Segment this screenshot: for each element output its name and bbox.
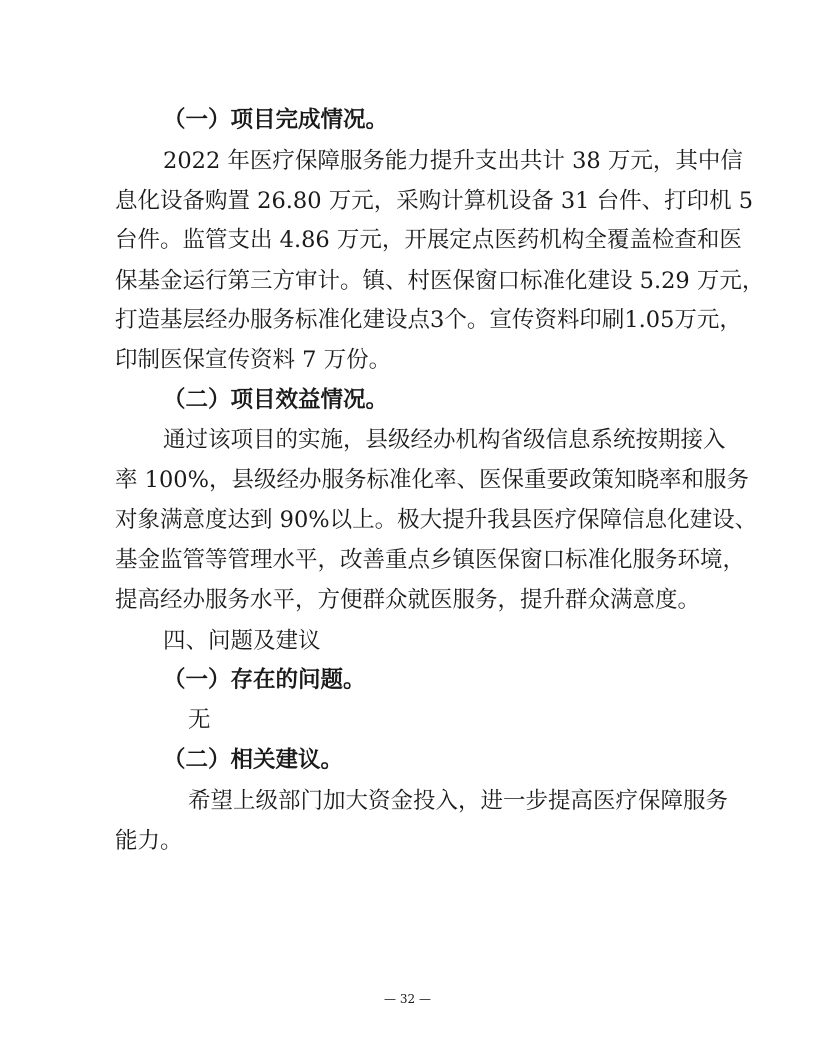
paragraph-line: 息化设备购置 26.80 万元，采购计算机设备 31 台件、打印机 5 <box>115 188 754 214</box>
paragraph-line: 希望上级部门加大资金投入，进一步提高医疗保障服务 <box>188 788 729 814</box>
paragraph-line: 保基金运行第三方审计。镇、村医保窗口标准化建设 5.29 万元， <box>115 268 765 294</box>
heading-existing-issues: （一）存在的问题。 <box>163 667 366 693</box>
paragraph-line: 通过该项目的实施，县级经办机构省级信息系统按期接入 <box>163 427 726 453</box>
paragraph-line: 2022 年医疗保障服务能力提升支出共计 38 万元，其中信 <box>163 148 743 174</box>
issues-content: 无 <box>188 707 211 733</box>
heading-project-completion: （一）项目完成情况。 <box>163 107 389 133</box>
paragraph-line: 台件。监管支出 4.86 万元，开展定点医药机构全覆盖检查和医 <box>115 227 742 253</box>
page-number: — 32 — <box>384 992 431 1006</box>
heading-project-benefit: （二）项目效益情况。 <box>163 387 389 413</box>
paragraph-line: 能力。 <box>115 828 183 854</box>
paragraph-line: 率 100%，县级经办服务标准化率、医保重要政策知晓率和服务 <box>115 467 749 493</box>
paragraph-line: 对象满意度达到 90%以上。极大提升我县医疗保障信息化建设、 <box>115 507 758 533</box>
paragraph-line: 基金监管等管理水平，改善重点乡镇医保窗口标准化服务环境， <box>115 547 746 573</box>
paragraph-line: 打造基层经办服务标准化建设点3个。宣传资料印刷1.05万元， <box>115 307 742 333</box>
heading-related-suggestions: （二）相关建议。 <box>163 747 344 773</box>
paragraph-line: 印制医保宣传资料 7 万份。 <box>115 347 392 373</box>
paragraph-line: 提高经办服务水平，方便群众就医服务，提升群众满意度。 <box>115 587 701 613</box>
section-title-issues-suggestions: 四、问题及建议 <box>163 628 321 654</box>
